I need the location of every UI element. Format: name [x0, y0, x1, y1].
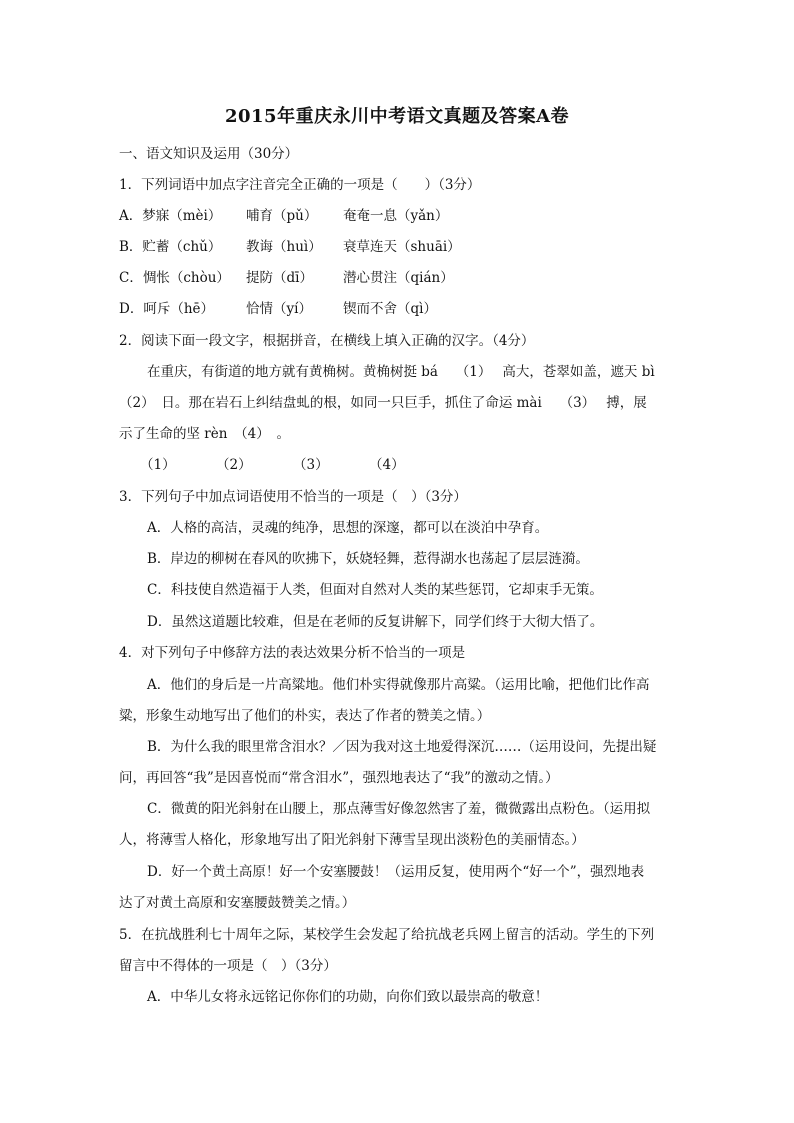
question-4-option-d-line-1: D．好一个黄土高原！好一个安塞腰鼓！（运用反复，使用两个“好一个”，强烈地表: [147, 864, 645, 880]
option-c-word-1: C．惆怅（chòu）: [119, 270, 230, 286]
question-4-option-b-line-1: B．为什么我的眼里常含泪水？／因为我对这土地爱得深沉……（运用设问，先提出疑: [147, 739, 657, 755]
question-3-stem: 3．下列句子中加点词语使用不恰当的一项是（ ）（3分）: [119, 489, 467, 505]
page-title: 2015年重庆永川中考语文真题及答案A卷: [224, 106, 570, 127]
question-4-option-d-line-2: 达了对黄土高原和安塞腰鼓赞美之情。）: [119, 895, 356, 911]
question-3-option-b: B．岸边的柳树在春风的吹拂下，妖娆轻舞，惹得湖水也荡起了层层涟漪。: [147, 551, 589, 567]
option-d-word-1: D．呵斥（hē）: [119, 301, 215, 317]
question-2-passage-line-2: （2） 日。那在岩石上纠结盘虬的根，如同一只巨手，抓住了命运 mài （3） 搏，展: [119, 395, 647, 411]
question-4-stem: 4．对下列句子中修辞方法的表达效果分析不恰当的一项是: [119, 645, 466, 661]
answer-blank-2: （2）: [216, 457, 252, 473]
question-3-option-a: A．人格的高洁，灵魂的纯净，思想的深邃，都可以在淡泊中孕育。: [147, 520, 549, 536]
question-2-stem: 2．阅读下面一段文字，根据拼音，在横线上填入正确的汉字。（4分）: [119, 333, 535, 349]
option-d-word-2: 恰情（yí）: [246, 301, 312, 317]
question-3-option-d: D．虽然这道题比较难，但是在老师的反复讲解下，同学们终于大彻大悟了。: [147, 614, 604, 630]
section-heading: 一、语文知识及运用（30分）: [119, 146, 299, 162]
question-2-passage-line-1: 在重庆，有街道的地方就有黄桷树。黄桷树挺 bá （1） 高大，苍翠如盖，遮天 bì: [147, 364, 655, 380]
question-1-stem: 1．下列词语中加点字注音完全正确的一项是（ ）（3分）: [119, 177, 481, 193]
option-b-word-3: 衰草连天（shuāi）: [343, 239, 461, 255]
question-4-option-c-line-2: 人，将薄雪人格化，形象地写出了阳光斜射下薄雪呈现出淡粉色的美丽情态。）: [119, 832, 585, 848]
answer-blank-1: （1）: [140, 457, 176, 473]
option-b-word-1: B．贮蓄（chǔ）: [119, 239, 222, 255]
question-4-option-c-line-1: C．微黄的阳光斜射在山腰上，那点薄雪好像忽然害了羞，微微露出点粉色。（运用拟: [147, 801, 651, 817]
question-5-option-a: A．中华儿女将永远铭记你你们的功勋，向你们致以最崇高的敬意！: [147, 989, 549, 1005]
option-b-word-2: 教诲（huì）: [246, 239, 322, 255]
question-4-option-b-line-2: 问，再回答“我”是因喜悦而“常含泪水”，强烈地表达了“我”的激动之情。）: [119, 770, 559, 786]
question-4-option-a-line-1: A．他们的身后是一片高粱地。他们朴实得就像那片高粱。（运用比喻，把他们比作高: [147, 677, 650, 693]
question-2-passage-line-3: 示了生命的坚 rèn （4） 。: [119, 426, 291, 442]
option-d-word-3: 锲而不舍（qì）: [343, 301, 437, 317]
option-a-word-2: 哺育（pǔ）: [246, 208, 318, 224]
option-a-word-1: A．梦寐（mèi）: [119, 208, 222, 224]
question-4-option-a-line-2: 粱，形象生动地写出了他们的朴实，表达了作者的赞美之情。）: [119, 708, 491, 724]
option-c-word-2: 提防（dī）: [246, 270, 313, 286]
answer-blank-4: （4）: [369, 457, 405, 473]
question-5-stem-line-1: 5．在抗战胜利七十周年之际，某校学生会发起了给抗战老兵网上留言的活动。学生的下列: [119, 927, 655, 943]
option-a-word-3: 奄奄一息（yǎn）: [343, 208, 449, 224]
answer-blank-3: （3）: [293, 457, 329, 473]
question-5-stem-line-2: 留言中不得体的一项是（ ）（3分）: [119, 958, 337, 974]
question-3-option-c: C．科技使自然造福于人类，但面对自然对人类的某些惩罚，它却束手无策。: [147, 582, 603, 598]
option-c-word-3: 潜心贯注（qián）: [343, 270, 454, 286]
